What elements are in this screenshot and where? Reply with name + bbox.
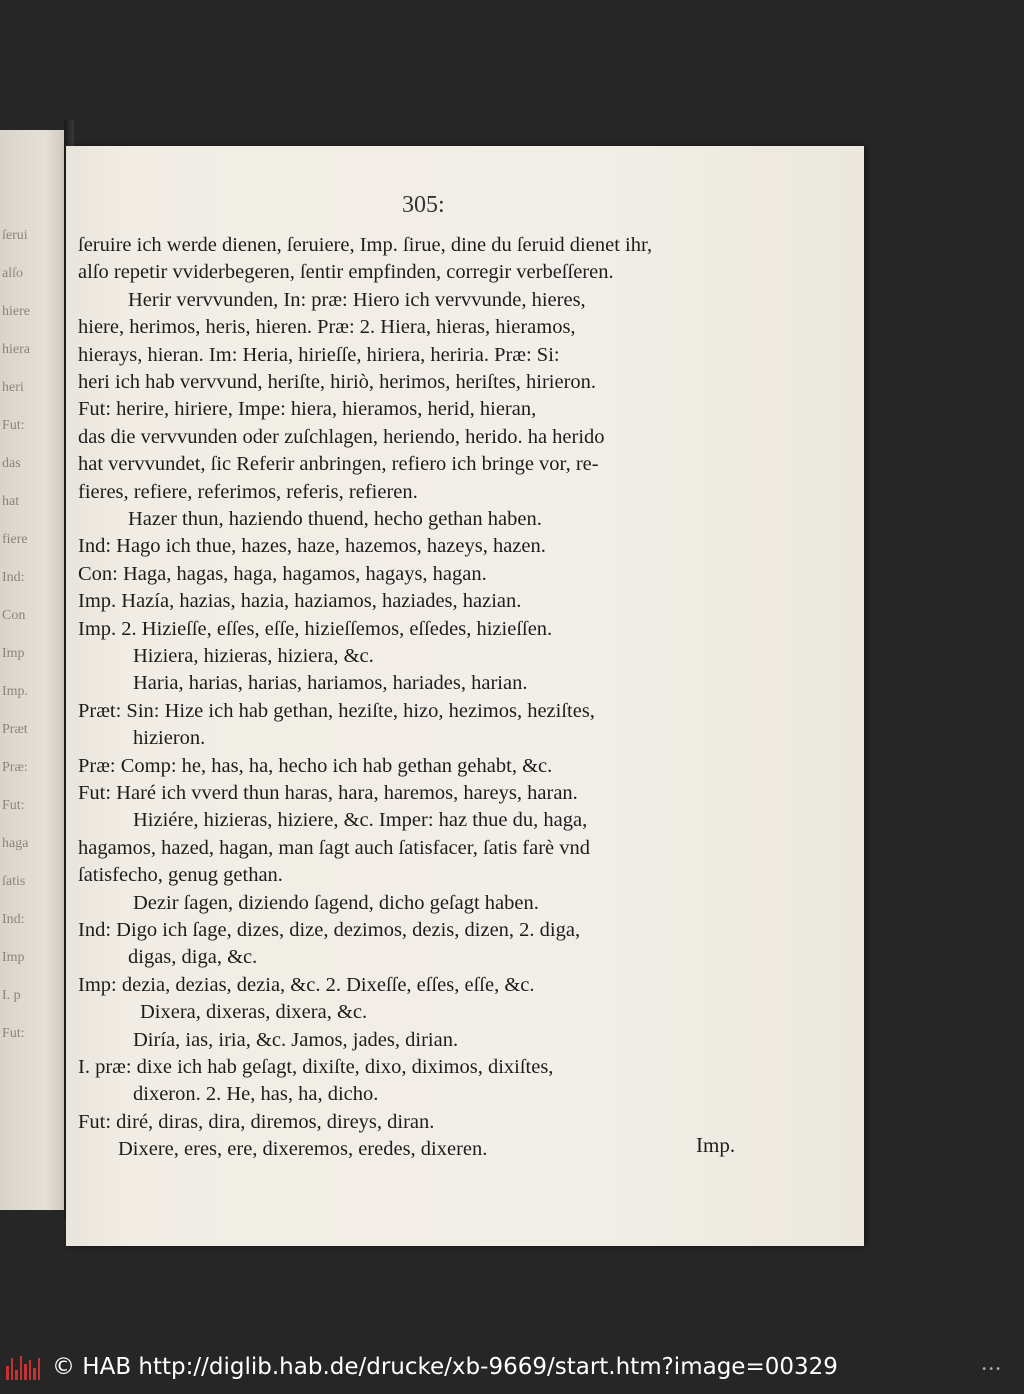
text-line: Imp. Hazía, hazias, hazia, haziamos, haziades, hazian. — [78, 590, 522, 613]
text-line: ſatisfecho, genug gethan. — [78, 864, 283, 887]
text-line: Diría, ias, iria, &c. Jamos, jades, dirian. — [133, 1028, 459, 1051]
catchword: Imp. — [696, 1133, 736, 1157]
copyright-link[interactable]: © HAB http://diglib.hab.de/drucke/xb-9669/start.htm?image=00329 — [52, 1354, 838, 1380]
more-dots-icon[interactable]: ••• — [981, 1364, 1002, 1375]
text-line: heri ich hab vervvund, heriſte, hiriò, herimos, heriſtes, hirieron. — [78, 371, 597, 393]
left-page-fragment: hat — [2, 494, 20, 509]
text-line: Fut: Haré ich vverd thun haras, hara, haremos, hareys, haran. — [78, 782, 578, 804]
left-page-fragment: Fut: — [2, 1026, 25, 1041]
text-line: Imp. 2. Hizieſſe, eſſes, eſſe, hizieſſemos, eſſedes, hizieſſen. — [78, 617, 553, 640]
text-line: I. præ: dixe ich hab geſagt, dixiſte, dixo, diximos, dixiſtes, — [78, 1056, 554, 1078]
left-page-fragment: hiere — [2, 304, 30, 319]
text-line: digas, diga, &c. — [128, 946, 258, 969]
left-page-edge — [0, 130, 64, 1210]
left-page-fragment: Præ: — [2, 760, 28, 775]
left-page-fragment: das — [2, 456, 21, 471]
text-line: Dixera, dixeras, dixera, &c. — [140, 1001, 368, 1024]
left-page-fragment: haga — [2, 836, 29, 851]
text-line: Præt: Sin: Hize ich hab gethan, heziſte, hizo, hezimos, heziſtes, — [78, 699, 595, 722]
text-line: Hiziera, hizieras, hiziera, &c. — [133, 645, 374, 667]
text-line: Dixere, eres, ere, dixeremos, eredes, dixeren. — [118, 1138, 488, 1161]
text-line: Hazer thun, haziendo thuend, hecho gethan haben. — [128, 508, 542, 530]
left-page-fragment: Præt — [2, 722, 28, 737]
text-line: Fut: diré, diras, dira, diremos, direys, diran. — [78, 1110, 435, 1133]
text-line: Ind: Digo ich ſage, dizes, dize, dezimos, dezis, dizen, 2. diga, — [78, 919, 581, 941]
left-page-fragment: Fut: — [2, 418, 25, 433]
text-line: das die vervvunden oder zuſchlagen, heriendo, herido. ha herido — [78, 425, 605, 448]
text-line: dixeron. 2. He, has, ha, dicho. — [133, 1083, 379, 1106]
page-number: 305: — [402, 192, 445, 218]
text-line: Herir vervvunden, In: præ: Hiero ich vervvunde, hieres, — [128, 288, 586, 311]
left-page-fragment: Ind: — [2, 912, 25, 927]
text-line: Præ: Comp: he, has, ha, hecho ich hab gethan gehabt, &c. — [78, 754, 553, 777]
left-page-fragment: heri — [2, 380, 24, 395]
text-line: Dezir ſagen, diziendo ſagend, dicho geſagt haben. — [133, 891, 539, 914]
left-page-fragment: Ind: — [2, 570, 25, 585]
text-line: hagamos, hazed, hagan, man ſagt auch ſatisfacer, ſatis farè vnd — [78, 836, 591, 859]
text-line: Imp: dezia, dezias, dezia, &c. 2. Dixeſſe, eſſes, eſſe, &c. — [78, 973, 535, 996]
left-page-fragment: Imp. — [2, 684, 29, 699]
text-line: Hiziére, hizieras, hiziere, &c. Imper: haz thue du, haga, — [133, 809, 588, 832]
left-page-fragment: Imp — [2, 950, 25, 965]
text-line: alſo repetir vviderbegeren, ſentir empfinden, corregir verbeſſeren. — [78, 261, 614, 284]
left-page-fragment: alſo — [2, 266, 23, 281]
text-line: hierays, hieran. Im: Heria, hirieſſe, hiriera, heriria. Præ: Si: — [78, 343, 560, 366]
text-line: Ind: Hago ich thue, hazes, haze, hazemos, hazeys, hazen. — [78, 535, 546, 558]
text-line: fieres, refiere, referimos, referis, refieren. — [78, 480, 418, 503]
left-page-fragment: fiere — [2, 532, 28, 547]
left-page-fragment: I. p — [2, 988, 21, 1003]
left-page-fragment: ſatis — [2, 874, 26, 889]
text-line-first: ſeruire ich werde dienen, ſeruiere, Imp. ſirue, dine du ſeruid dienet ihr, — [78, 234, 653, 256]
text-line: Con: Haga, hagas, haga, hagamos, hagays, hagan. — [78, 562, 487, 585]
left-page-fragment: ſerui — [2, 228, 28, 243]
book-page — [66, 146, 864, 1246]
text-line: hiere, herimos, heris, hieren. Præ: 2. Hiera, hieras, hieramos, — [78, 316, 576, 339]
hab-logo-icon — [6, 1356, 40, 1380]
text-line: Haria, harias, harias, hariamos, hariades, harian. — [133, 672, 528, 695]
text-line: hat vervvundet, ſic Referir anbringen, refiero ich bringe vor, re- — [78, 453, 599, 476]
left-page-fragment: Fut: — [2, 798, 25, 813]
text-line: hizieron. — [133, 727, 206, 750]
left-page-fragment: hiera — [2, 342, 30, 357]
text-line: Fut: herire, hiriere, Impe: hiera, hieramos, herid, hieran, — [78, 398, 537, 421]
left-page-fragment: Imp — [2, 646, 25, 661]
left-page-fragment: Con — [2, 608, 26, 623]
viewer-footer — [0, 1344, 1024, 1394]
